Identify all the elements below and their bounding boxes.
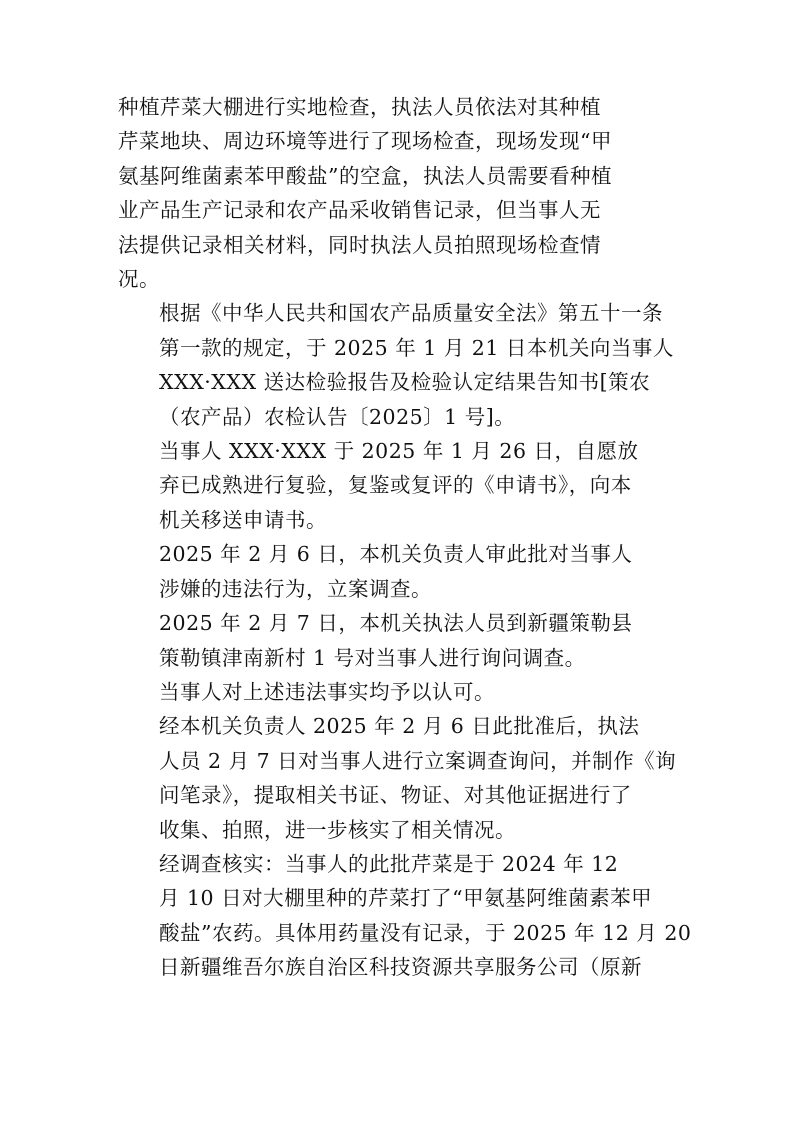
text-line: 第一款的规定，于 2025 年 1 月 21 日本机关向当事人 <box>159 335 674 360</box>
paragraph <box>118 434 678 537</box>
text-line: 芹菜地块、周边环境等进行了现场检查，现场发现“甲 <box>118 129 612 154</box>
text-line: 经本机关负责人 2025 年 2 月 6 日此批准后，执法 <box>159 714 640 739</box>
text-line: 日新疆维吾尔族自治区科技资源共享服务公司（原新 <box>159 955 642 980</box>
text-line: 当事人 XXX·XXX 于 2025 年 1 月 26 日，自愿放 <box>159 439 639 464</box>
text-line: （农产品）农检认告〔2025〕1 号]。 <box>159 404 516 429</box>
text-line: 人员 2 月 7 日对当事人进行立案调查询问，并制作《询 <box>159 748 677 773</box>
text-line: 况。 <box>118 267 160 292</box>
paragraph <box>118 709 678 847</box>
text-line: 策勒镇津南新村 1 号对当事人进行询问调查。 <box>159 645 586 670</box>
text-line: 收集、拍照，进一步核实了相关情况。 <box>159 817 516 842</box>
text-line: 2025 年 2 月 7 日，本机关执法人员到新疆策勒县 <box>159 611 633 636</box>
text-line: 业产品生产记录和农产品采收销售记录，但当事人无 <box>118 198 601 223</box>
paragraph <box>118 296 678 434</box>
text-line: 法提供记录相关材料，同时执法人员拍照现场检查情 <box>118 232 601 257</box>
text-line: 2025 年 2 月 6 日，本机关负责人审此批对当事人 <box>159 542 633 567</box>
text-line: 种植芹菜大棚进行实地检查，执法人员依法对其种植 <box>118 95 601 119</box>
text-line: 涉嫌的违法行为，立案调查。 <box>159 576 432 601</box>
text-line: 月 10 日对大棚里种的芹菜打了“甲氨基阿维菌素苯甲 <box>159 886 653 911</box>
paragraph <box>118 537 678 606</box>
paragraph <box>118 847 692 985</box>
document-body <box>118 90 692 985</box>
paragraph <box>118 90 678 296</box>
text-line: 问笔录》，提取相关书证、物证、对其他证据进行了 <box>159 783 632 808</box>
paragraph <box>118 606 678 675</box>
text-line: 根据《中华人民共和国农产品质量安全法》第五十一条 <box>159 301 663 326</box>
text-line: XXX·XXX 送达检验报告及检验认定结果告知书[策农 <box>159 370 651 395</box>
text-line: 当事人对上述违法事实均予以认可。 <box>159 679 495 704</box>
text-line: 经调查核实：当事人的此批芹菜是于 2024 年 12 <box>159 851 619 876</box>
paragraph <box>118 675 678 709</box>
text-line: 酸盐”农药。具体用药量没有记录，于 2025 年 12 月 20 <box>159 920 692 945</box>
text-line: 机关移送申请书。 <box>159 507 327 532</box>
text-line: 氨基阿维菌素苯甲酸盐”的空盒，执法人员需要看种植 <box>118 163 612 188</box>
text-line: 弃已成熟进行复验，复鉴或复评的《申请书》，向本 <box>159 473 632 498</box>
